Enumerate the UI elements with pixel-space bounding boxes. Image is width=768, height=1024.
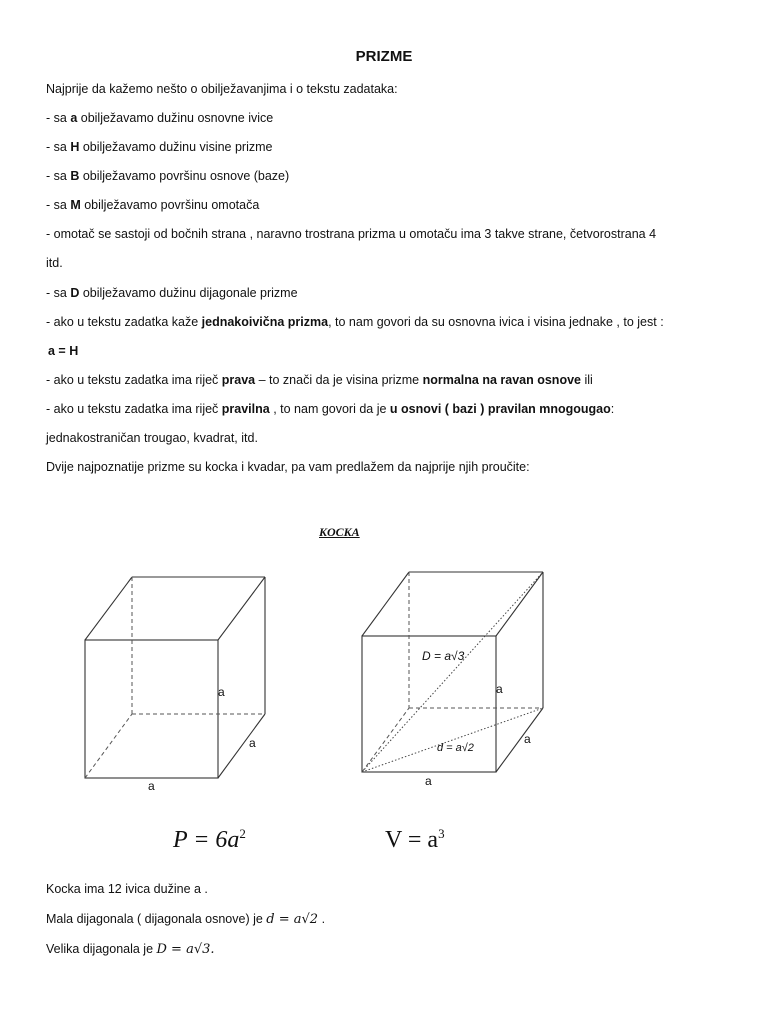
big-diagonal-label: D = a√3 <box>422 649 465 663</box>
a-equals-h: a = H <box>48 344 79 358</box>
surface-formula: $P = 6a^2$ <box>173 826 246 853</box>
dvije-text: Dvije najpoznatije prizme su kocka i kvadar, pa vam predlažem da najprije njih proučite: <box>46 460 530 474</box>
jednakoivicna-text: - ako u tekstu zadatka kaže jednakoivična prizma, to nam govori da su osnovna ivica i visina jednake , to jest : <box>46 315 664 329</box>
edges-text: Kocka ima 12 ivica dužine a . <box>46 882 208 896</box>
page-title: PRIZME <box>355 48 413 65</box>
small-diagonal-text: Mala dijagonala ( dijagonala osnove) je d = a√2 . <box>46 912 326 927</box>
pravilna-text: - ako u tekstu zadatka ima riječ pravilna , to nam govori da je u osnovi ( bazi ) pravilan mnogougao: <box>46 402 615 416</box>
list-item: - sa M obilježavamo površinu omotača <box>46 198 260 212</box>
pravilna-text-cont: jednakostraničan trougao, kvadrat, itd. <box>46 431 258 445</box>
big-diagonal-text: Velika dijagonala je D = a√3. <box>46 942 215 957</box>
list-item: - sa a obilježavamo dužinu osnovne ivice <box>46 111 274 125</box>
list-item: - sa B obilježavamo površinu osnove (baze) <box>46 169 290 183</box>
edge-label: a <box>524 732 531 746</box>
edge-label: a <box>496 682 503 696</box>
edge-label: a <box>218 685 225 699</box>
small-diagonal-label: d = a√2 <box>437 742 474 754</box>
edge-label: a <box>249 736 256 750</box>
list-item: - sa D obilježavamo dužinu dijagonale prizme <box>46 286 298 300</box>
list-item: - sa H obilježavamo dužinu visine prizme <box>46 140 273 154</box>
intro-text: Najprije da kažemo nešto o obilježavanjima i o tekstu zadataka: <box>46 82 398 96</box>
omotac-text: - omotač se sastoji od bočnih strana , naravno trostrana prizma u omotaču ima 3 takve strane, četvorostrana 4 <box>46 227 657 241</box>
prava-text: - ako u tekstu zadatka ima riječ prava – to znači da je visina prizme normalna na ravan osnove ili <box>46 373 593 387</box>
volume-formula: $V = a^3$ <box>385 826 445 853</box>
omotac-text-cont: itd. <box>46 256 63 270</box>
edge-label: a <box>425 774 432 788</box>
edge-label: a <box>148 779 155 793</box>
figure-title: KOCKA <box>319 525 360 539</box>
